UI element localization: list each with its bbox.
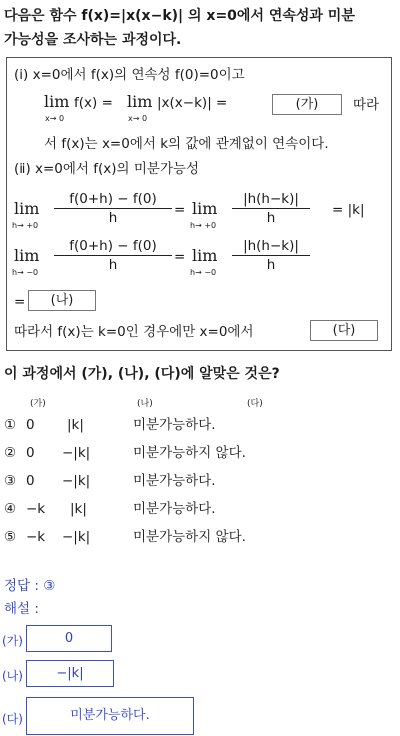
choice-ga: 0 xyxy=(26,445,35,461)
lim-sub-5: h→ −0 xyxy=(12,268,39,277)
frac-left-1-den: h xyxy=(108,257,118,273)
choice-number: ① xyxy=(4,417,17,433)
blank-da: (다) xyxy=(310,320,378,341)
part2-title: (ⅱ) x=0에서 f(x)의 미분가능성 xyxy=(14,161,200,177)
frac-right-1-num: f(0+h) − f(0) xyxy=(54,191,172,209)
eq-right: = xyxy=(174,202,186,218)
choice-na: −|k| xyxy=(62,529,91,545)
lim-word-3: lim xyxy=(14,199,40,218)
lim-word-4: lim xyxy=(192,199,218,218)
lim-sub-4: h→ +0 xyxy=(190,221,217,230)
choice-na: |k| xyxy=(70,501,87,517)
answer-da-box: 미분가능하다. xyxy=(26,697,194,735)
frac-left-2 xyxy=(232,238,310,273)
choice-ga: 0 xyxy=(26,473,35,489)
choice-ga: 0 xyxy=(26,417,35,433)
lim-word-2: lim xyxy=(127,92,153,111)
conclusion-text: 따라서 f(x)는 k=0인 경우에만 x=0에서 xyxy=(14,324,254,340)
frac-left-1-num: f(0+h) − f(0) xyxy=(54,238,172,256)
part1-title: (ⅰ) x=0에서 f(x)의 연속성 f(0)=0이고 xyxy=(14,67,245,83)
header-ga: (가) xyxy=(30,399,46,409)
lim-word-5: lim xyxy=(14,246,40,265)
choice-da: 미분가능하다. xyxy=(133,501,216,517)
question-line-1: 다음은 함수 f(x)=|x(x−k)| 의 x=0에서 연속성과 미분 xyxy=(4,8,355,24)
explanation-label: 해설 : xyxy=(4,601,39,617)
blank-ga: (가) xyxy=(272,94,342,115)
continuity-text: 서 f(x)는 x=0에서 k의 값에 관계없이 연속이다. xyxy=(44,136,329,152)
choice-number: ③ xyxy=(4,473,17,489)
frac-right-2-num: |h(h−k)| xyxy=(232,191,310,209)
eq-left: = xyxy=(174,249,186,265)
choice-da: 미분가능하지 않다. xyxy=(133,529,246,545)
answer-ga-label: (가) xyxy=(2,634,23,648)
choice-number: ④ xyxy=(4,501,17,517)
lim-word-6: lim xyxy=(192,246,218,265)
lim-sub-1: x→ 0 xyxy=(45,114,65,123)
lim-sub-6: h→ −0 xyxy=(190,268,217,277)
frac-left-2-num: |h(h−k)| xyxy=(232,238,310,256)
choice-na: |k| xyxy=(67,417,84,433)
right-result: = |k| xyxy=(332,202,365,218)
question-line-2: 가능성을 조사하는 과정이다. xyxy=(4,32,182,48)
choice-da: 미분가능하다. xyxy=(133,473,216,489)
answer-da-label: (다) xyxy=(2,712,23,726)
frac-right-2 xyxy=(232,191,310,226)
answer-na-label: (나) xyxy=(2,669,23,683)
lim-word-1: lim xyxy=(44,92,70,111)
choice-ga: −k xyxy=(26,529,46,545)
frac-right-1 xyxy=(54,191,172,226)
eq-prefix: = xyxy=(14,294,26,310)
choice-number: ⑤ xyxy=(4,529,17,545)
choice-number: ② xyxy=(4,445,17,461)
blank-na: (나) xyxy=(28,290,96,311)
lim-sub-3: h→ +0 xyxy=(12,221,39,230)
frac-left-1 xyxy=(54,238,172,273)
frac-left-2-den: h xyxy=(266,257,276,273)
header-na: (나) xyxy=(137,399,153,409)
answer-na-box: −|k| xyxy=(26,660,114,687)
lim-expr-1: f(x) = xyxy=(74,95,113,111)
answer-label: 정답 : ③ xyxy=(4,578,56,594)
header-da: (다) xyxy=(247,399,263,409)
choice-da: 미분가능하다. xyxy=(133,417,216,433)
after-ga-text: 따라 xyxy=(353,97,380,113)
lim-expr-2: |x(x−k)| = xyxy=(157,95,228,111)
choice-na: −|k| xyxy=(62,445,91,461)
frac-right-2-den: h xyxy=(266,210,276,226)
choice-ga: −k xyxy=(26,501,46,517)
prompt: 이 과정에서 (가), (나), (다)에 알맞은 것은? xyxy=(4,366,280,382)
choice-da: 미분가능하지 않다. xyxy=(133,445,246,461)
frac-right-1-den: h xyxy=(108,210,118,226)
answer-ga-box: 0 xyxy=(26,625,112,652)
lim-sub-2: x→ 0 xyxy=(128,114,148,123)
choice-na: −|k| xyxy=(62,473,91,489)
